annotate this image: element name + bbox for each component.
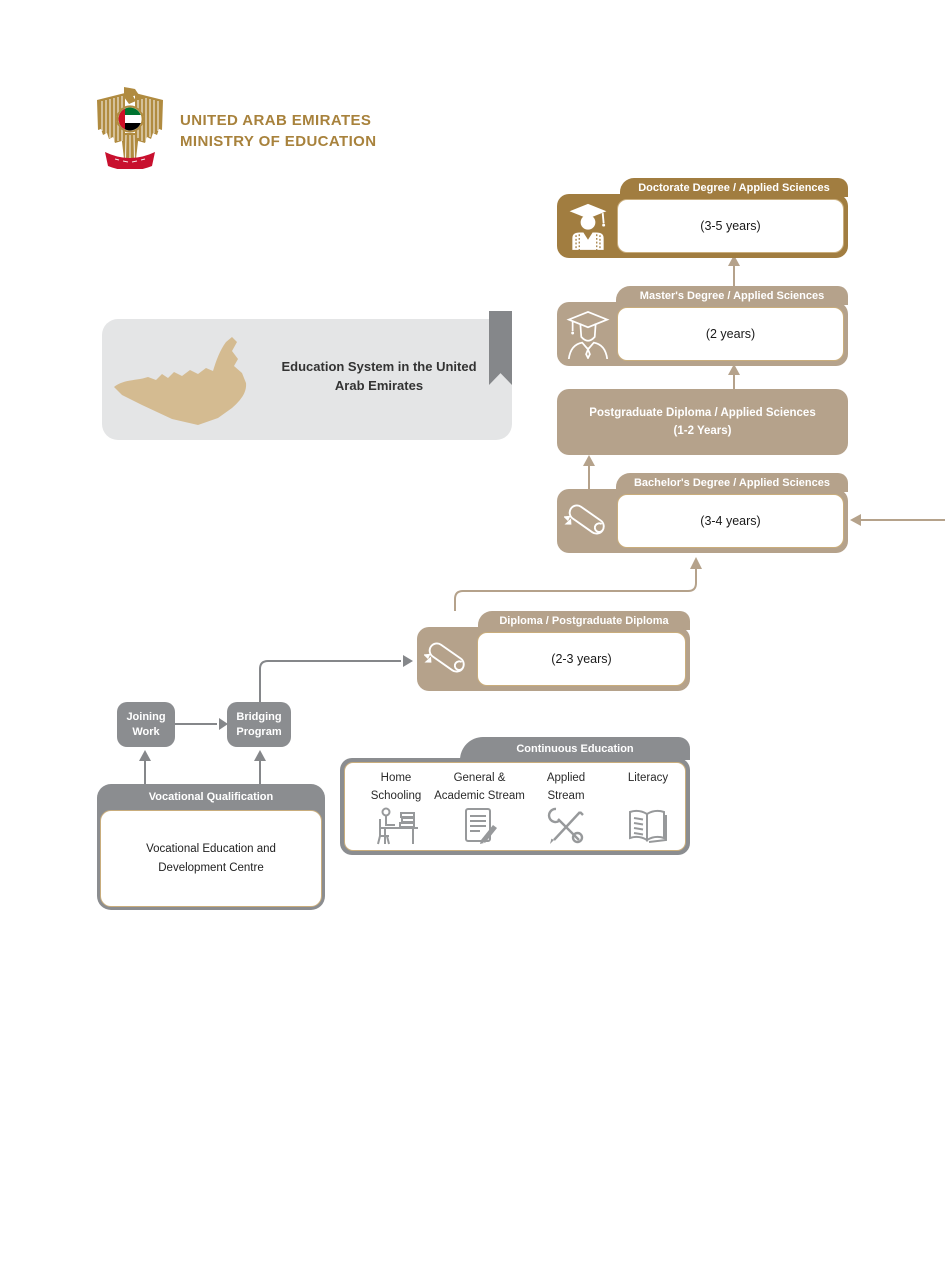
home-schooling-icon xyxy=(373,806,419,846)
diploma-header-label: Diploma / Postgraduate Diploma xyxy=(499,614,669,627)
logo-ministry-name: MINISTRY OF EDUCATION xyxy=(180,133,377,150)
ministry-logo-text xyxy=(180,110,500,152)
vocational-body xyxy=(100,810,322,907)
ce-applied-line2: Stream xyxy=(547,790,585,802)
doctorate-header-label: Doctorate Degree / Applied Sciences xyxy=(638,181,830,194)
masters-duration-label: (2 years) xyxy=(705,327,756,341)
logo-country-name: UNITED ARAB EMIRATES xyxy=(180,112,372,129)
ce-general-line2: Academic Stream xyxy=(434,790,525,802)
diploma-scroll-icon xyxy=(562,495,614,547)
joining-work-line1: Joining xyxy=(126,710,166,723)
ce-literacy-line1: Literacy xyxy=(627,772,669,784)
doctorate-box xyxy=(557,178,848,258)
doctorate-duration xyxy=(617,199,844,253)
bridging-program-line2: Program xyxy=(236,725,282,738)
masters-header-label: Master's Degree / Applied Sciences xyxy=(639,289,825,302)
ce-item-applied-stream xyxy=(531,769,601,846)
vocational-header xyxy=(97,784,325,810)
vocational-qualification-box xyxy=(97,784,325,910)
joining-work-box xyxy=(117,702,175,747)
joining-work-line2: Work xyxy=(132,725,160,738)
open-book-icon xyxy=(626,806,670,846)
doctorate-duration-label: (3-5 years) xyxy=(700,219,761,233)
bachelors-duration xyxy=(617,494,844,548)
continuous-education-panel xyxy=(344,762,686,851)
bridging-program-line1: Bridging xyxy=(236,710,282,723)
masters-box xyxy=(557,286,848,366)
page-title xyxy=(254,357,504,395)
page-title-line2: Arab Emirates xyxy=(334,378,424,393)
continuous-education-header-label: Continuous Education xyxy=(516,742,634,755)
document-pencil-icon xyxy=(460,806,500,846)
ce-home-line2: Schooling xyxy=(370,790,422,802)
continuous-education-box xyxy=(340,737,690,855)
bachelors-header-label: Bachelor's Degree / Applied Sciences xyxy=(633,476,830,489)
bachelors-box xyxy=(557,473,848,553)
masters-duration xyxy=(617,307,844,361)
ce-general-line1: General & xyxy=(453,772,506,784)
postgraduate-line2: (1-2 Years) xyxy=(673,425,732,437)
ce-applied-line1: Applied xyxy=(546,772,586,784)
continuous-education-header xyxy=(460,737,690,760)
diploma-duration xyxy=(477,632,686,686)
ce-item-general-academic-stream xyxy=(427,769,532,846)
ce-item-literacy xyxy=(613,769,683,846)
diploma-scroll-icon xyxy=(422,633,474,685)
tools-icon xyxy=(546,806,586,846)
graduate-filled-icon xyxy=(562,200,614,252)
bridging-program-box xyxy=(227,702,291,747)
diploma-duration-label: (2-3 years) xyxy=(551,652,612,666)
title-banner xyxy=(102,319,512,440)
vocational-body-line2: Development Centre xyxy=(158,861,264,874)
graduate-outline-icon xyxy=(562,308,614,360)
vocational-body-line1: Vocational Education and xyxy=(146,842,276,855)
ce-home-line1: Home xyxy=(380,772,412,784)
uae-falcon-emblem-icon xyxy=(95,85,165,169)
page-title-line1: Education System in the United xyxy=(281,359,477,374)
vocational-header-label: Vocational Qualification xyxy=(148,791,274,803)
postgraduate-line1: Postgraduate Diploma / Applied Sciences xyxy=(589,407,816,419)
bachelors-duration-label: (3-4 years) xyxy=(700,514,761,528)
postgraduate-diploma-box xyxy=(557,389,848,455)
diploma-box xyxy=(417,611,690,691)
